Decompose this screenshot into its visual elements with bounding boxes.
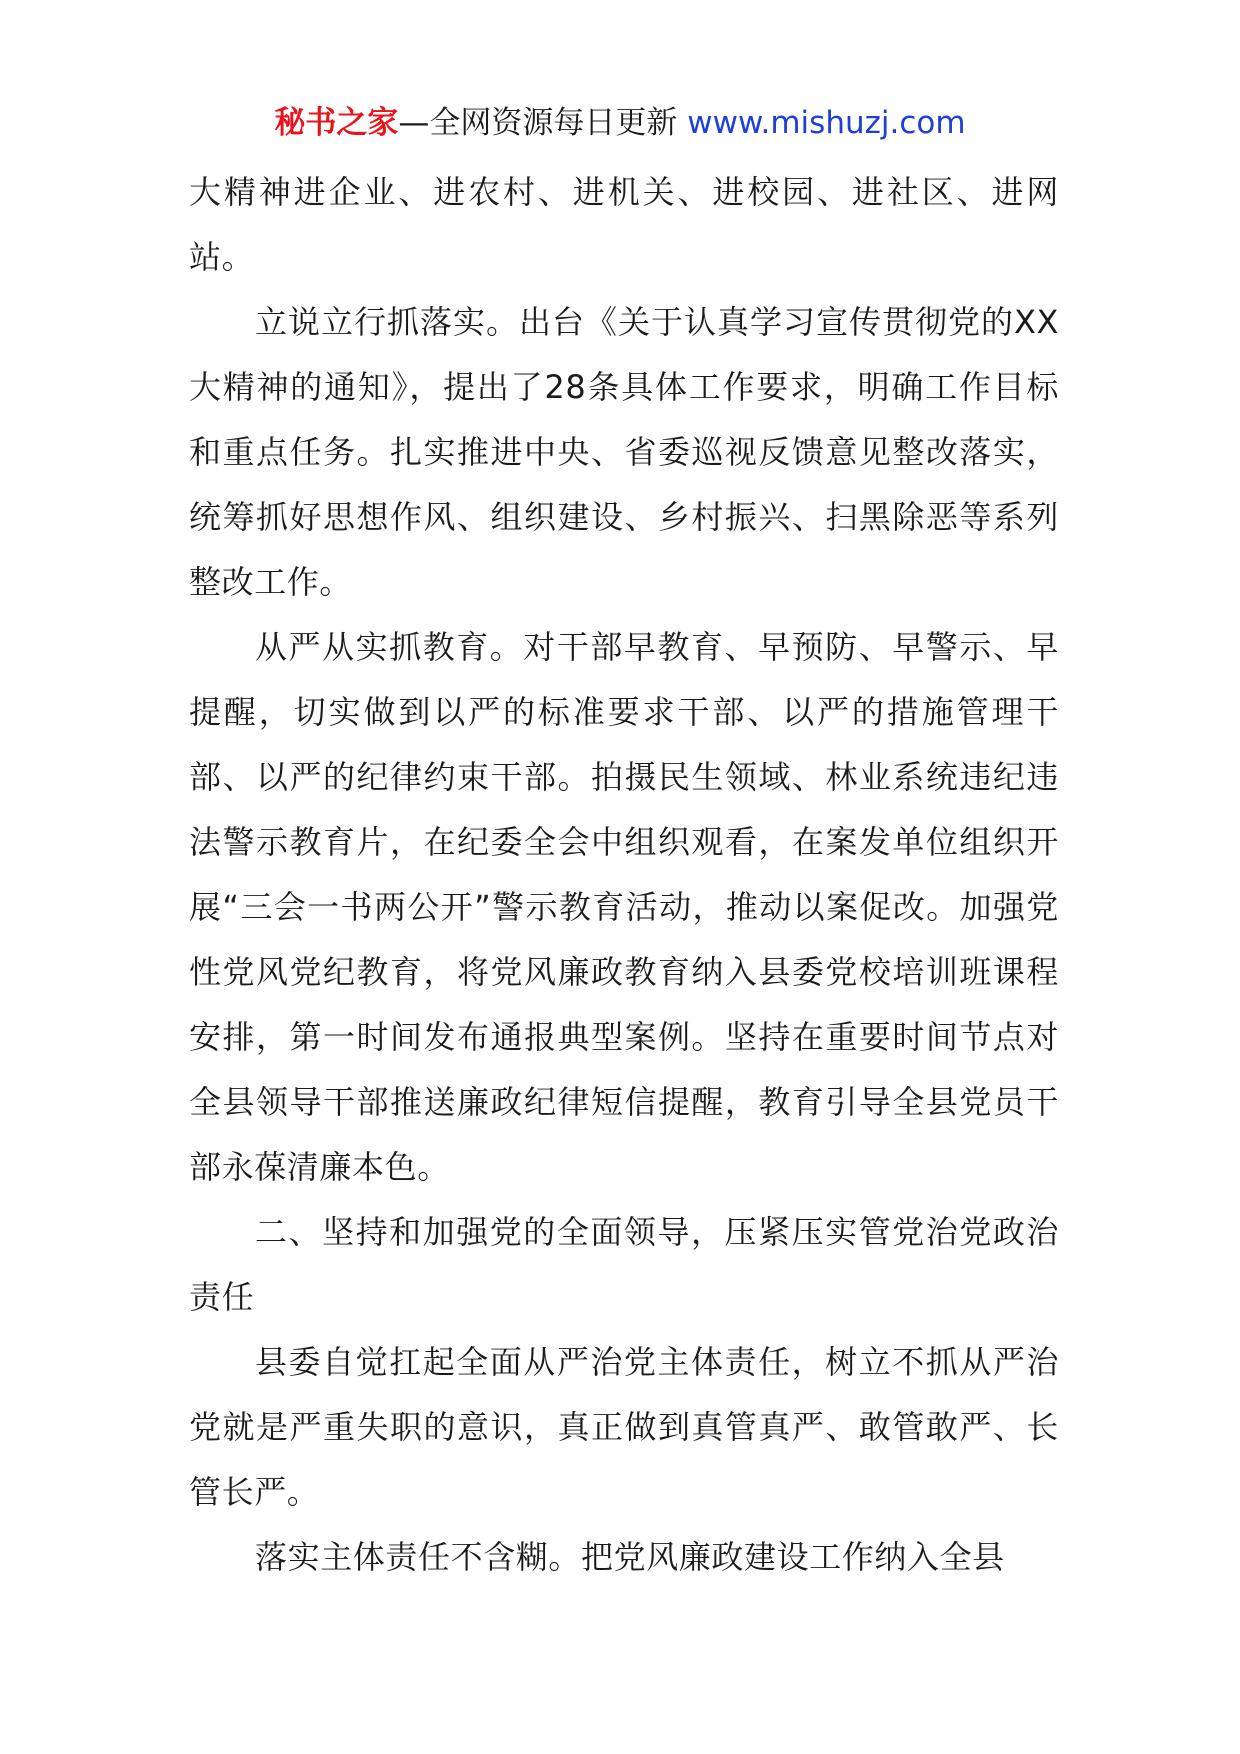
paragraph-implementation: 立说立行抓落实。出台《关于认真学习宣传贯彻党的XX大精神的通知》，提出了28条具体工作要求，明确工作目标和重点任务。扎实推进中央、省委巡视反馈意见整改落实，统筹抓好思想作风、组织建设、乡村振兴、扫黑除恶等系列整改工作。	[189, 303, 1059, 601]
brand-name: 秘书之家	[274, 105, 399, 141]
section-heading: 二、坚持和加强党的全面领导，压紧压实管党治党政治责任	[189, 1213, 1059, 1316]
header-tagline: —全网资源每日更新	[398, 105, 688, 141]
paragraph-education: 从严从实抓教育。对干部早教育、早预防、早警示、早提醒，切实做到以严的标准要求干部、以严的措施管理干部、以严的纪律约束干部。拍摄民生领域、林业系统违纪违法警示教育片，在纪委全会中组织观看，在案发单位组织开展“三会一书两公开”警示教育活动，推动以案促改。加强党性党风党纪教育，将党风廉政教育纳入县委党校培训班课程安排，第一时间发布通报典型案例。坚持在重要时间节点对全县领导干部推送廉政纪律短信提醒，教育引导全县党员干部永葆清廉本色。	[189, 628, 1059, 1186]
paragraph-responsibility: 县委自觉扛起全面从严治党主体责任，树立不抓从严治党就是严重失职的意识，真正做到真管真严、敢管敢严、长管长严。	[189, 1343, 1059, 1511]
document-body	[189, 160, 1059, 1590]
paragraph-main-responsibility: 落实主体责任不含糊。把党风廉政建设工作纳入全县	[255, 1538, 1005, 1576]
paragraph-continued: 大精神进企业、进农村、进机关、进校园、进社区、进网站。	[189, 173, 1059, 276]
website-url[interactable]: www.mishuzj.com	[687, 105, 966, 141]
page-header	[0, 103, 1240, 143]
